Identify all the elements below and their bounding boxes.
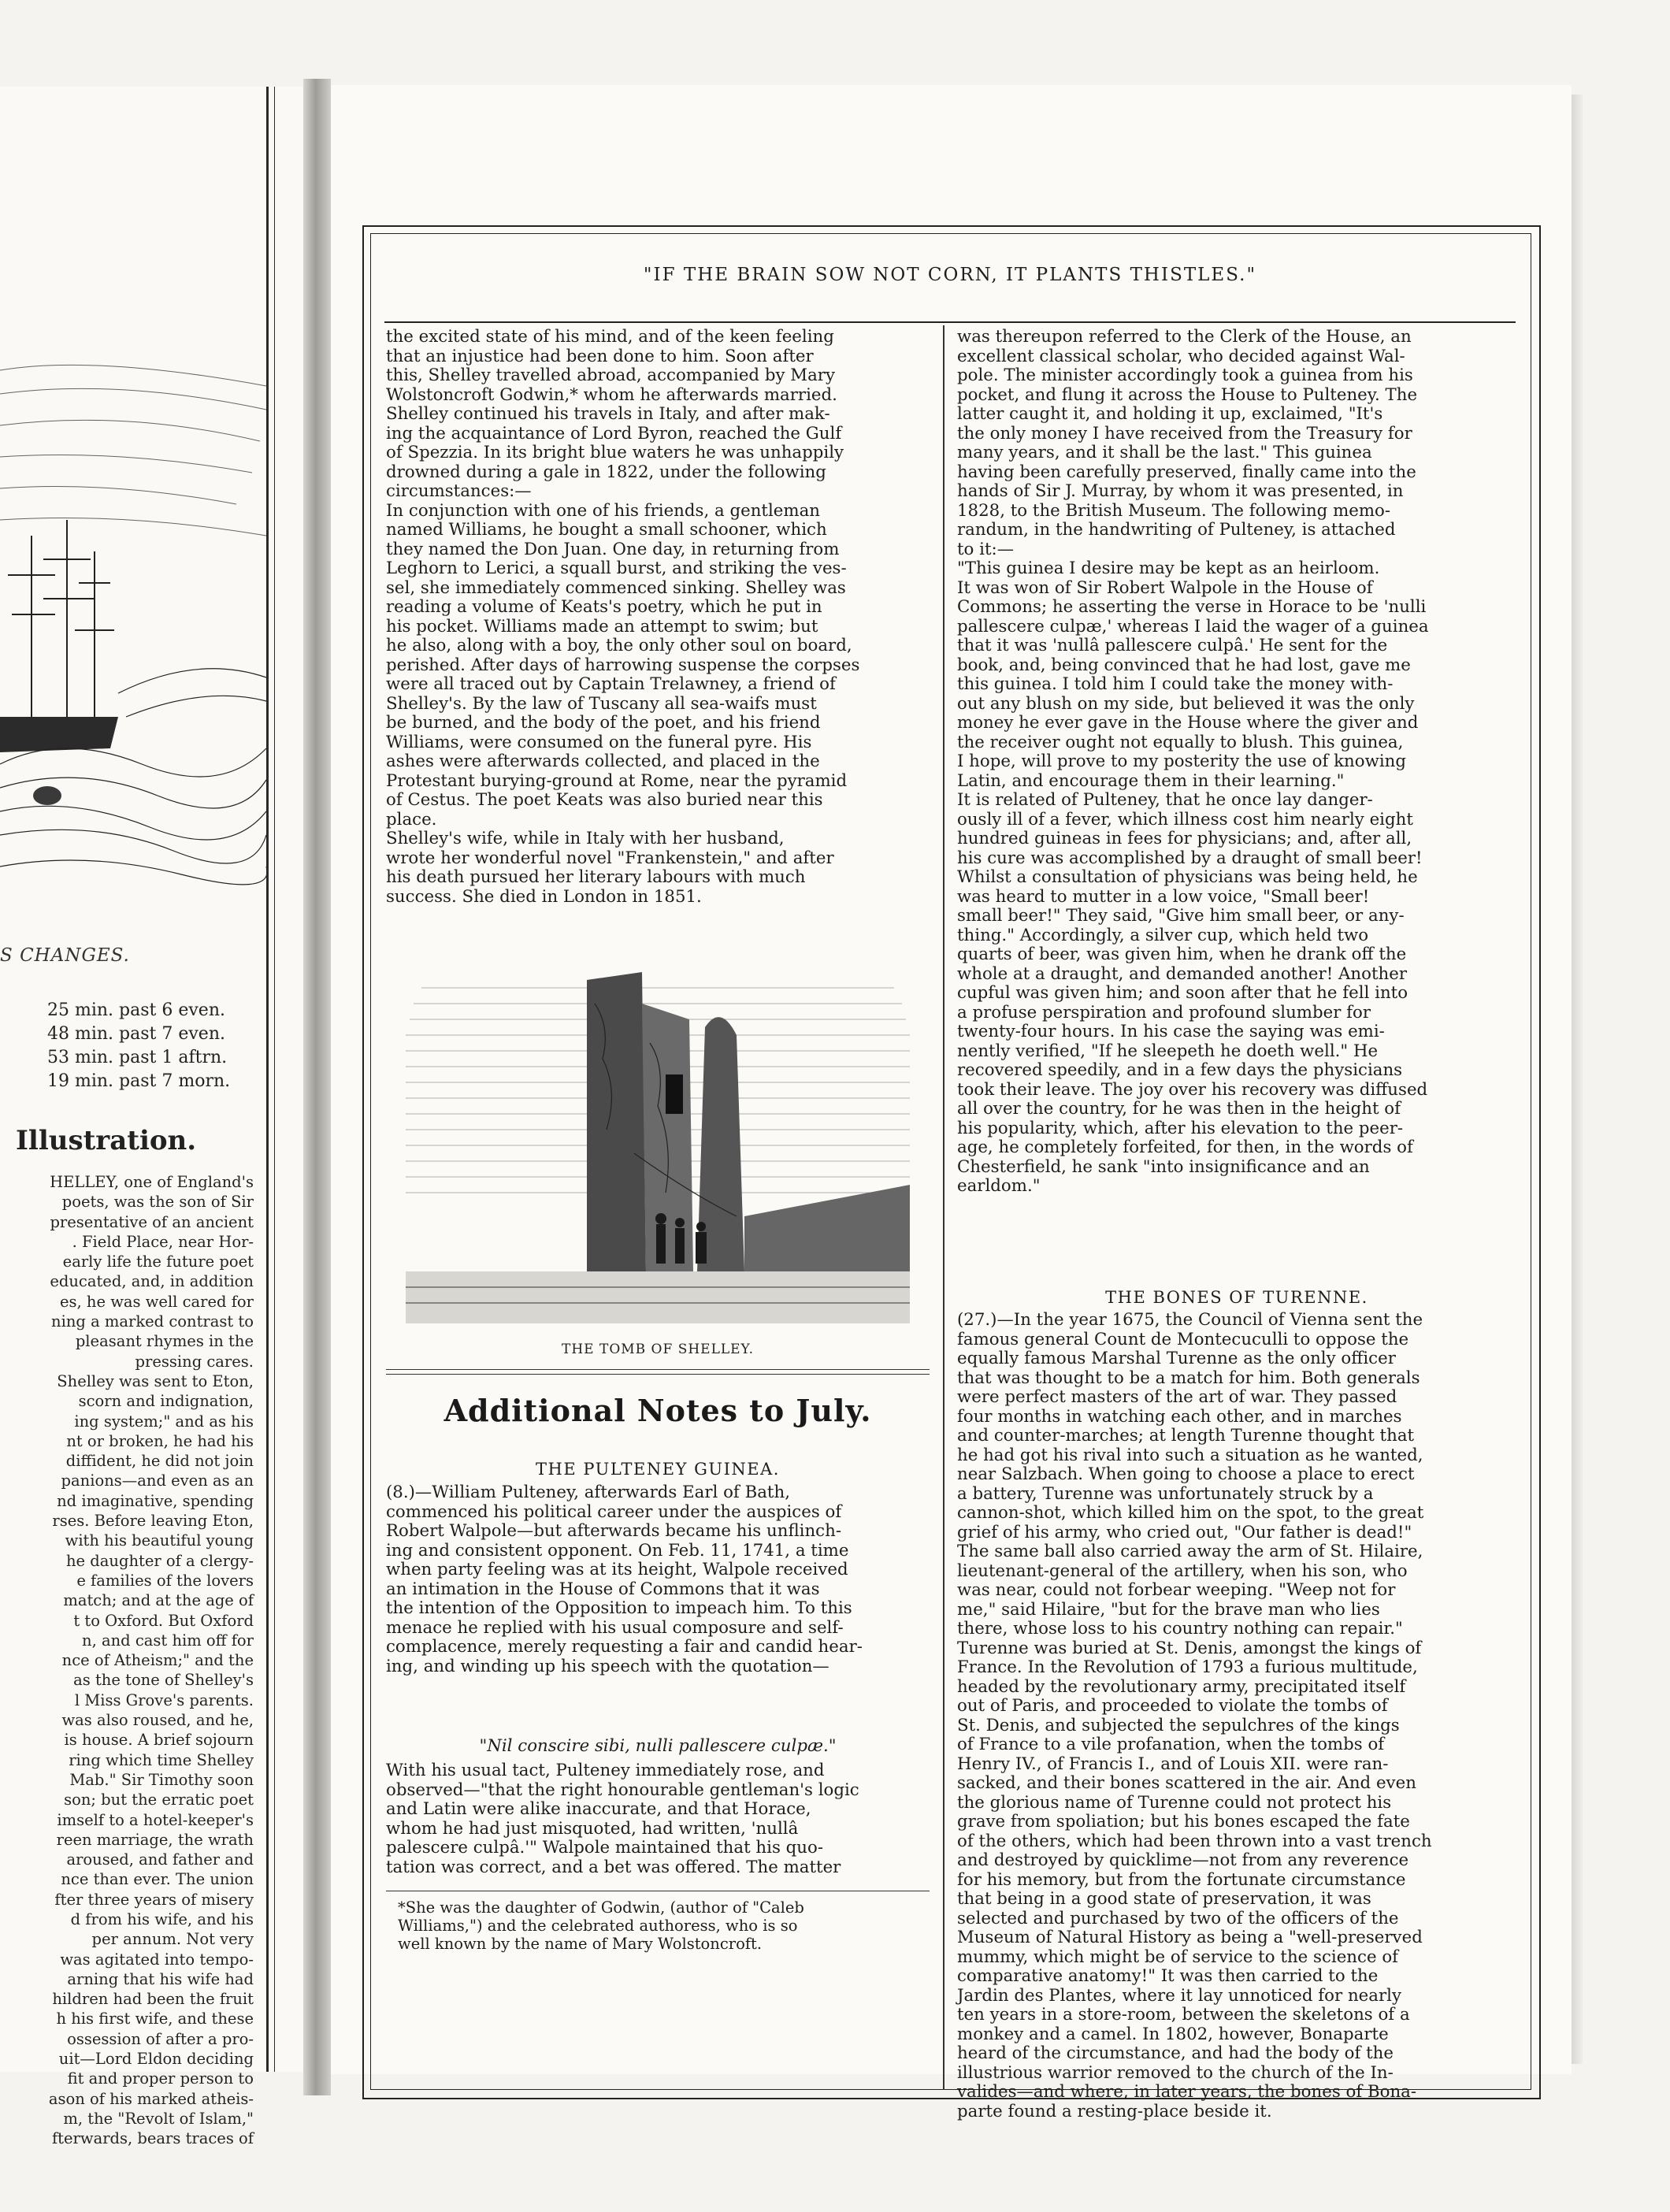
text-line: that was thought to be a match for him. Both generals xyxy=(957,1368,1420,1388)
text-line: his pocket. Williams made an attempt to swim; but xyxy=(386,616,818,637)
text-line: aroused, and father and xyxy=(66,1850,254,1869)
text-line: Chesterfield, he sank "into insignificance and an xyxy=(957,1156,1370,1177)
text-line: m, the "Revolt of Islam," xyxy=(63,2109,254,2128)
text-line: his cure was accomplished by a draught of small beer! xyxy=(957,848,1423,868)
text-line: grave from spoliation; but his bones escaped the fate xyxy=(957,1812,1410,1832)
text-line: Commons; he asserting the verse in Horace to be 'nulli xyxy=(957,597,1427,617)
text-line: pocket, and flung it across the House to Pulteney. The xyxy=(957,384,1418,405)
text-line: an intimation in the House of Commons that it was xyxy=(386,1579,820,1599)
text-line: parte found a resting-place beside it. xyxy=(957,2101,1272,2121)
latin-quote: "Nil conscire sibi, nulli pallescere culpæ." xyxy=(479,1736,837,1756)
subhead-bones-of-turenne: THE BONES OF TURENNE. xyxy=(1105,1288,1368,1307)
text-line: nd imaginative, spending xyxy=(57,1491,254,1510)
text-line: lieutenant-general of the artillery, when his son, who xyxy=(957,1561,1408,1581)
text-line: St. Denis, and subjected the sepulchres of the kings xyxy=(957,1715,1400,1735)
text-line: hildren had been the fruit xyxy=(52,1990,254,2009)
text-line: Shelley's. By the law of Tuscany all sea-waifs must xyxy=(386,693,817,714)
tide-row: 48 min. past 7 even. xyxy=(47,1024,225,1044)
text-line: fterwards, bears traces of xyxy=(51,2129,254,2148)
text-line: cupful was given him; and soon after that he fell into xyxy=(957,983,1408,1003)
text-line: took their leave. The joy over his recovery was diffused xyxy=(957,1079,1428,1100)
text-line: age, he completely forfeited, for then, in the words of xyxy=(957,1138,1413,1157)
previous-page-fragment xyxy=(0,87,303,2148)
section-rule xyxy=(386,1374,930,1375)
text-line: his popularity, which, after his elevation to the peer- xyxy=(957,1118,1404,1138)
text-line: perished. After days of harrowing suspense the corpses xyxy=(386,655,860,675)
text-line: sel, she immediately commenced sinking. Shelley was xyxy=(386,577,846,598)
text-line: ason of his marked atheis- xyxy=(48,2089,254,2108)
tide-table xyxy=(47,999,230,1093)
text-line: well known by the name of Mary Wolstoncroft. xyxy=(398,1935,763,1953)
text-line: Mab." Sir Timothy soon xyxy=(69,1770,254,1789)
text-line: quarts of beer, was given him, when he drank off the xyxy=(957,945,1407,964)
text-line: sacked, and their bones scattered in the air. And even xyxy=(957,1773,1416,1793)
text-line: nce of Atheism;" and the xyxy=(61,1651,254,1670)
text-line: they named the Don Juan. One day, in returning from xyxy=(386,539,840,559)
text-line: when party feeling was at its height, Walpole received xyxy=(386,1560,848,1579)
text-line: nce than ever. The union xyxy=(61,1870,254,1889)
text-line: ing and consistent opponent. On Feb. 11, 1741, a time xyxy=(386,1540,849,1561)
text-line: he also, along with a boy, the only other soul on board, xyxy=(386,636,852,655)
text-line: randum, in the handwriting of Pulteney, is attached xyxy=(957,520,1396,540)
text-line: Henry IV., of Francis I., and of Louis XII. were ran- xyxy=(957,1754,1389,1774)
text-line: match; and at the age of xyxy=(63,1591,254,1610)
tide-row: 53 min. past 1 aftrn. xyxy=(47,1048,228,1067)
footnote xyxy=(398,1898,930,1953)
text-line: arning that his wife had xyxy=(67,1969,254,1988)
figure-caption: THE TOMB OF SHELLEY. xyxy=(562,1342,754,1357)
text-line: that being in a good state of preservation, it was xyxy=(957,1889,1371,1909)
text-line: (27.)—In the year 1675, the Council of Vienna sent the xyxy=(957,1310,1423,1330)
text-line: scorn and indignation, xyxy=(78,1392,254,1411)
text-line: heard of the circumstance, and had the body of the xyxy=(957,2043,1394,2063)
text-line: per annum. Not very xyxy=(91,1930,254,1949)
text-line: drowned during a gale in 1822, under the following xyxy=(386,462,826,482)
left-caption: S CHANGES. xyxy=(0,945,130,966)
text-line: circumstances:— xyxy=(386,481,532,501)
text-line: valides—and where, in later years, the bones of Bona- xyxy=(957,2082,1417,2102)
text-line: pallescere culpæ,' whereas I laid the wager of a guinea xyxy=(957,616,1429,637)
text-line: Wolstoncroft Godwin,* whom he afterwards married. xyxy=(386,384,837,405)
text-line: hundred guineas in fees for physicians; and, after all, xyxy=(957,829,1412,848)
book-gutter xyxy=(303,79,331,2095)
text-line: France. In the Revolution of 1793 a furious multitude, xyxy=(957,1657,1418,1677)
left-body-text xyxy=(0,1172,254,2149)
section-title: Additional Notes to July. xyxy=(443,1393,872,1428)
text-line: of France to a vile profanation, when the tombs of xyxy=(957,1735,1385,1754)
text-line: Latin, and encourage them in their learning." xyxy=(957,770,1345,791)
text-line: out of Paris, and proceeded to violate the tombs of xyxy=(957,1696,1388,1716)
text-line: success. She died in London in 1851. xyxy=(386,886,702,907)
text-line: ing, and winding up his speech with the quotation— xyxy=(386,1656,829,1676)
text-line: uit—Lord Eldon deciding xyxy=(58,2050,254,2069)
right-page xyxy=(331,85,1572,2121)
text-line: was agitated into tempo- xyxy=(60,1950,254,1969)
text-line: he daughter of a clergy- xyxy=(66,1551,254,1570)
text-line: ously ill of a fever, which illness cost him nearly eight xyxy=(957,809,1413,830)
text-line: pole. The minister accordingly took a guinea from his xyxy=(957,366,1413,385)
text-line: rses. Before leaving Eton, xyxy=(52,1512,254,1531)
text-line: presentative of an ancient xyxy=(50,1212,254,1231)
text-line: In conjunction with one of his friends, a gentleman xyxy=(386,500,820,521)
text-line: menace he replied with his usual composure and self- xyxy=(386,1617,844,1638)
text-line: monkey and a camel. In 1802, however, Bonaparte xyxy=(957,2024,1389,2044)
text-line: Shelley continued his travels in Italy, and after mak- xyxy=(386,404,830,424)
text-line: nently verified, "If he sleepeth he doeth well." He xyxy=(957,1041,1379,1061)
text-line: reen marriage, the wrath xyxy=(56,1830,254,1849)
text-line: latter caught it, and holding it up, exclaimed, "It's xyxy=(957,404,1383,424)
text-line: to it:— xyxy=(957,539,1014,559)
text-line: near Salzbach. When going to choose a place to erect xyxy=(957,1464,1415,1484)
text-line: tation was correct, and a bet was offered. The matter xyxy=(386,1857,841,1877)
text-line: and destroyed by quicklime—not from any reverence xyxy=(957,1850,1409,1870)
text-line: palescere culpâ.'" Walpole maintained that his quo- xyxy=(386,1838,824,1858)
text-line: Whilst a consultation of physicians was being held, he xyxy=(957,867,1418,887)
text-line: whom he had just misquoted, had written, 'nullâ xyxy=(386,1818,799,1839)
text-line: place. xyxy=(386,809,437,830)
text-line: Leghorn to Lerici, a squall burst, and striking the ves- xyxy=(386,559,847,578)
text-line: pleasant rhymes in the xyxy=(75,1332,254,1351)
text-line: recovered speedily, and in a few days the physicians xyxy=(957,1060,1403,1080)
text-line: was near, could not forbear weeping. "Weep not for xyxy=(957,1580,1396,1600)
text-line: It is related of Pulteney, that he once lay danger- xyxy=(957,790,1373,810)
text-line: ashes were afterwards collected, and placed in the xyxy=(386,752,820,771)
text-line: small beer!" They said, "Give him small beer, or any- xyxy=(957,906,1405,926)
text-line: of Spezzia. In its bright blue waters he was unhappily xyxy=(386,443,844,462)
text-line: educated, and, in addition xyxy=(50,1272,254,1291)
subhead-pulteney-guinea: THE PULTENEY GUINEA. xyxy=(536,1460,780,1479)
text-line: a battery, Turenne was unfortunately struck by a xyxy=(957,1483,1374,1504)
text-line: "This guinea I desire may be kept as an heirloom. xyxy=(957,559,1380,578)
text-line: HELLEY, one of England's xyxy=(50,1173,254,1191)
text-line: for his memory, but from the fortunate circumstance xyxy=(957,1869,1406,1890)
running-head: "IF THE BRAIN SOW NOT CORN, IT PLANTS THISTLES." xyxy=(643,265,1257,285)
text-line: illustrious warrior removed to the church of the In- xyxy=(957,2062,1394,2083)
text-line: that an injustice had been done to him. Soon after xyxy=(386,346,814,366)
text-line: the excited state of his mind, and of the keen feeling xyxy=(386,327,834,347)
text-line: there, whose loss to his country nothing can repair." xyxy=(957,1619,1403,1639)
text-line: out any blush on my side, but believed it was the only xyxy=(957,693,1415,714)
text-line: the intention of the Opposition to impeach him. To this xyxy=(386,1598,852,1618)
tide-row: 19 min. past 7 morn. xyxy=(47,1071,231,1091)
text-line: thing." Accordingly, a silver cup, which held two xyxy=(957,925,1369,945)
text-line: a profuse perspiration and profound slumber for xyxy=(957,1002,1371,1022)
text-line: the glorious name of Turenne could not protect his xyxy=(957,1792,1392,1813)
text-line: Museum of Natural History as being a "well-preserved xyxy=(957,1928,1423,1947)
text-line: With his usual tact, Pulteney immediately rose, and xyxy=(386,1761,825,1780)
text-line: early life the future poet xyxy=(62,1253,254,1271)
text-line: he had got his rival into such a situation as he wanted, xyxy=(957,1445,1423,1465)
text-line: Williams, were consumed on the funeral pyre. His xyxy=(386,732,812,752)
text-line: of the others, which had been thrown into a vast trench xyxy=(957,1831,1432,1851)
text-line: Robert Walpole—but afterwards became his unflinch- xyxy=(386,1521,842,1541)
text-line: is house. A brief sojourn xyxy=(64,1731,254,1750)
text-line: diffident, he did not join xyxy=(65,1452,254,1471)
text-line: this guinea. I told him I could take the money with- xyxy=(957,674,1394,694)
text-line: son; but the erratic poet xyxy=(64,1791,254,1809)
left-frame-rule-inner xyxy=(274,87,275,2072)
pulteney-guinea-text-continued xyxy=(386,1761,930,1877)
tomb-of-shelley-engraving xyxy=(406,956,910,1323)
text-line: money he ever gave in the House where the giver and xyxy=(957,713,1419,733)
text-line: fit and proper person to xyxy=(67,2069,254,2088)
left-column-top xyxy=(386,328,930,907)
text-line: equally famous Marshal Turenne as the only officer xyxy=(957,1349,1396,1368)
text-line: The same ball also carried away the arm of St. Hilaire, xyxy=(957,1542,1423,1561)
text-line: poets, was the son of Sir xyxy=(61,1193,254,1212)
text-line: 1828, to the British Museum. The following memo- xyxy=(957,500,1391,521)
text-line: many years, and it shall be the last." This guinea xyxy=(957,443,1372,462)
text-line: It was won of Sir Robert Walpole in the House of xyxy=(957,577,1373,598)
ship-engraving xyxy=(0,323,266,890)
text-line: wrote her wonderful novel "Frankenstein," and after xyxy=(386,848,834,868)
text-line: Williams,") and the celebrated authoress, who is so xyxy=(398,1917,798,1935)
text-line: earldom." xyxy=(957,1176,1041,1196)
text-line: pressing cares. xyxy=(135,1352,254,1371)
column-divider xyxy=(943,325,944,2090)
text-line: hands of Sir J. Murray, by whom it was presented, in xyxy=(957,481,1404,501)
text-line: famous general Count de Montecuculli to oppose the xyxy=(957,1329,1409,1349)
text-line: ing the acquaintance of Lord Byron, reached the Gulf xyxy=(386,423,842,444)
left-frame-rule xyxy=(266,87,269,2072)
text-line: as the tone of Shelley's xyxy=(73,1671,254,1690)
text-line: Protestant burying-ground at Rome, near the pyramid xyxy=(386,770,848,791)
text-line: mummy, which might be of service to the science of xyxy=(957,1947,1399,1967)
text-line: l Miss Grove's parents. xyxy=(74,1691,254,1709)
text-line: t to Oxford. But Oxford xyxy=(73,1611,254,1630)
text-line: nt or broken, he had his xyxy=(66,1431,254,1450)
text-line: ten years in a store-room, between the skeletons of a xyxy=(957,2005,1410,2025)
text-line: was thereupon referred to the Clerk of the House, an xyxy=(957,327,1412,347)
text-line: reading a volume of Keats's poetry, which he put in xyxy=(386,597,822,617)
text-line: was also roused, and he, xyxy=(61,1711,254,1730)
section-rule xyxy=(386,1369,930,1370)
turenne-text xyxy=(957,1311,1516,2121)
text-line: whole at a draught, and demanded another! Another xyxy=(957,963,1408,984)
text-line: be burned, and the body of the poet, and his friend xyxy=(386,713,821,733)
text-line: me," said Hilaire, "but for the brave man who lies xyxy=(957,1599,1380,1620)
text-line: named Williams, he bought a small schooner, which xyxy=(386,520,827,540)
text-line: h his first wife, and these xyxy=(56,2010,254,2028)
text-line: d from his wife, and his xyxy=(70,1910,254,1928)
text-line: I hope, will prove to my posterity the use of knowing xyxy=(957,752,1406,771)
text-line: comparative anatomy!" It was then carried to the xyxy=(957,1966,1379,1986)
text-line: ossession of after a pro- xyxy=(67,2029,254,2048)
text-line: . Field Place, near Hor- xyxy=(72,1232,254,1251)
right-column-top xyxy=(957,328,1516,1197)
text-line: excellent classical scholar, who decided against Wal- xyxy=(957,346,1405,366)
text-line: commenced his political career under the auspices of xyxy=(386,1501,842,1522)
text-line: and counter-marches; at length Turenne thought that xyxy=(957,1426,1415,1446)
text-line: four months in watching each other, and in marches xyxy=(957,1406,1402,1427)
text-line: ring which time Shelley xyxy=(69,1750,254,1769)
text-line: the only money I have received from the Treasury for xyxy=(957,423,1412,444)
left-heading: Illustration. xyxy=(16,1125,197,1156)
text-line: Shelley was sent to Eton, xyxy=(57,1371,254,1390)
text-line: was heard to mutter in a low voice, "Small beer! xyxy=(957,886,1370,907)
text-line: complacence, merely requesting a fair and candid hear- xyxy=(386,1637,863,1657)
pulteney-guinea-text xyxy=(386,1483,930,1676)
text-line: were all traced out by Captain Trelawney, a friend of xyxy=(386,674,836,694)
text-line: e families of the lovers xyxy=(76,1571,254,1590)
text-line: and Latin were alike inaccurate, and that Horace, xyxy=(386,1799,811,1819)
page-edge xyxy=(1572,95,1583,2064)
text-line: ning a marked contrast to xyxy=(51,1312,254,1331)
text-line: cannon-shot, which killed him on the spot, to the great xyxy=(957,1503,1424,1523)
text-line: *She was the daughter of Godwin, (author of "Caleb xyxy=(398,1898,804,1917)
text-line: fter three years of misery xyxy=(54,1890,254,1909)
tide-row: 25 min. past 6 even. xyxy=(47,1000,225,1020)
text-line: of Cestus. The poet Keats was also buried near this xyxy=(386,790,823,810)
text-line: his death pursued her literary labours with much xyxy=(386,867,806,887)
text-line: Shelley's wife, while in Italy with her husband, xyxy=(386,829,785,848)
text-line: ing system;" and as his xyxy=(74,1412,254,1431)
text-line: that it was 'nullâ pallescere culpâ.' He sent for the xyxy=(957,636,1388,655)
text-line: having been carefully preserved, finally came into the xyxy=(957,462,1416,482)
text-line: this, Shelley travelled abroad, accompanied by Mary xyxy=(386,366,835,385)
text-line: selected and purchased by two of the officers of the xyxy=(957,1908,1399,1928)
text-line: observed—"that the right honourable gentleman's logic xyxy=(386,1780,859,1800)
text-line: headed by the revolutionary army, precipitated itself xyxy=(957,1676,1406,1697)
text-line: imself to a hotel-keeper's xyxy=(57,1810,254,1829)
text-line: Jardin des Plantes, where it lay unnoticed for nearly xyxy=(957,1985,1401,2006)
text-line: es, he was well cared for xyxy=(59,1292,254,1311)
text-line: Turenne was buried at St. Denis, amongst the kings of xyxy=(957,1638,1422,1658)
text-line: grief of his army, who cried out, "Our father is dead!" xyxy=(957,1522,1412,1542)
text-line: with his beautiful young xyxy=(65,1531,254,1550)
header-rule xyxy=(384,321,1516,323)
text-line: were perfect masters of the art of war. They passed xyxy=(957,1387,1397,1407)
text-line: (8.)—William Pulteney, afterwards Earl of Bath, xyxy=(386,1483,790,1502)
text-line: the receiver ought not equally to blush. This guinea, xyxy=(957,732,1404,752)
text-line: n, and cast him off for xyxy=(82,1631,254,1650)
text-line: twenty-four hours. In his case the saying was emi- xyxy=(957,1022,1385,1041)
text-line: all over the country, for he was then in the height of xyxy=(957,1099,1401,1119)
text-line: book, and, being convinced that he had lost, gave me xyxy=(957,655,1411,675)
text-line: panions—and even as an xyxy=(61,1472,254,1490)
